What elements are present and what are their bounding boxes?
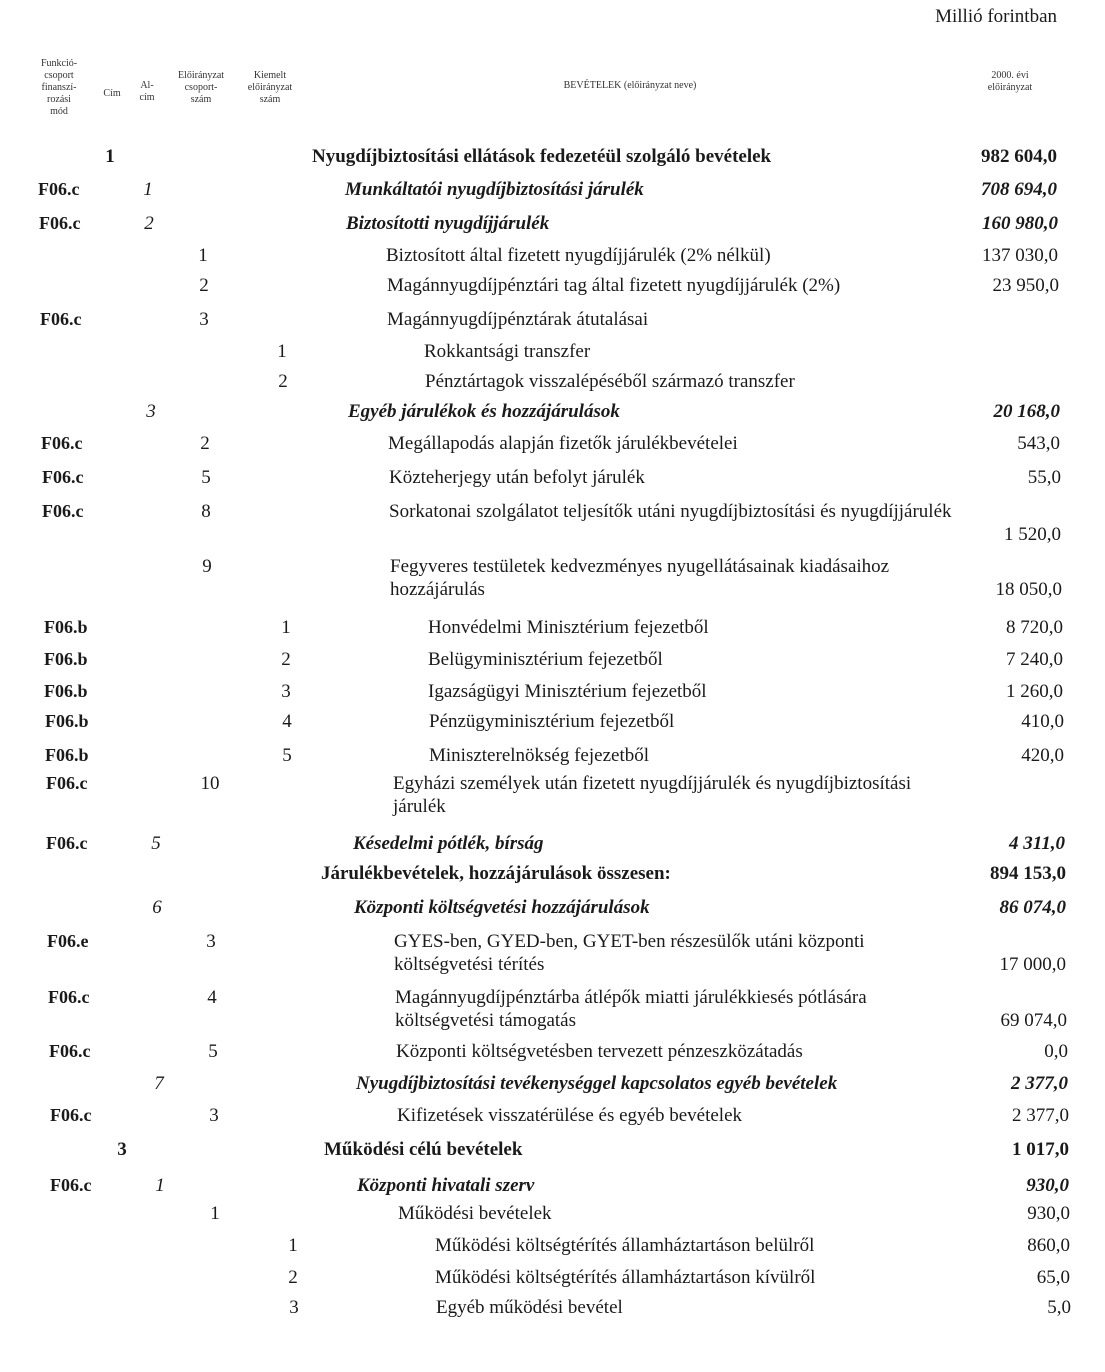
row-amount: 8 720,0 — [1006, 617, 1063, 638]
row-label: Közteherjegy után befolyt járulék — [389, 467, 645, 488]
row-func-code: F06.c — [38, 179, 80, 199]
row-cim: 1 — [105, 146, 115, 167]
row-label: Miniszterelnökség fejezetből — [429, 745, 650, 766]
row-label: Rokkantsági transzfer — [424, 341, 591, 362]
row-amount: 410,0 — [1021, 711, 1064, 732]
row-label: Magánnyugdíjpénztárak átutalásai — [387, 309, 649, 330]
header-line: szám — [190, 94, 212, 105]
row-kiemelt: 2 — [281, 649, 291, 670]
row-eloiranyzat-csoport: 2 — [199, 275, 209, 296]
row-kiemelt: 4 — [282, 711, 292, 732]
row-kiemelt: 5 — [282, 745, 292, 766]
row-eloiranyzat-csoport: 1 — [198, 245, 208, 266]
row-amount: 860,0 — [1027, 1235, 1070, 1256]
row-amount: 2 377,0 — [1012, 1105, 1069, 1126]
row-amount: 5,0 — [1047, 1297, 1071, 1318]
row-amount: 137 030,0 — [982, 245, 1058, 266]
row-amount: 20 168,0 — [993, 401, 1060, 422]
row-label: Pénzügyminisztérium fejezetből — [429, 711, 675, 732]
row-eloiranyzat-csoport: 5 — [208, 1041, 218, 1062]
header-line: Előirányzat — [177, 70, 225, 81]
row-label: Honvédelmi Minisztérium fejezetből — [428, 617, 709, 638]
row-amount: 708 694,0 — [981, 179, 1057, 200]
row-amount: 23 950,0 — [992, 275, 1059, 296]
row-label: Biztosított által fizetett nyugdíjjárulék (2% nélkül) — [386, 245, 771, 266]
row-amount: 17 000,0 — [999, 954, 1066, 975]
row-amount: 420,0 — [1021, 745, 1064, 766]
row-amount: 55,0 — [1027, 467, 1061, 488]
row-label: Működési költségtérítés államháztartáson kívülről — [435, 1267, 816, 1288]
row-func-code: F06.b — [45, 745, 89, 765]
row-label: GYES-ben, GYED-ben, GYET-ben részesülők utáni központi költségvetési térítés — [394, 931, 865, 975]
row-label: Magánnyugdíjpénztári tag által fizetett nyugdíjjárulék (2%) — [387, 275, 841, 296]
row-eloiranyzat-csoport: 3 — [206, 931, 216, 952]
header-line: Al- — [140, 80, 154, 91]
row-func-code: F06.b — [44, 681, 88, 701]
row-label: Központi hivatali szerv — [357, 1175, 535, 1196]
row-kiemelt: 1 — [288, 1235, 298, 1256]
header-line: rozási — [47, 94, 71, 105]
row-cim: 3 — [117, 1139, 127, 1160]
row-kiemelt: 2 — [278, 371, 288, 392]
row-amount: 2 377,0 — [1011, 1073, 1068, 1094]
header-line: 2000. évi — [991, 70, 1029, 81]
header-line: mód — [50, 106, 68, 117]
row-func-code: F06.c — [41, 433, 83, 453]
row-alcim: 6 — [152, 897, 162, 918]
row-amount: 894 153,0 — [990, 863, 1066, 884]
header-line: cím — [139, 92, 155, 103]
row-func-code: F06.c — [46, 773, 88, 793]
header-line: Cím — [103, 88, 121, 99]
row-func-code: F06.c — [40, 309, 82, 329]
row-alcim: 7 — [154, 1073, 164, 1094]
row-label: Járulékbevételek, hozzájárulások összesen: — [321, 863, 671, 884]
header-line: Kiemelt — [253, 70, 287, 81]
row-func-code: F06.c — [49, 1041, 91, 1061]
row-label: Sorkatonai szolgálatot teljesítők utáni nyugdíjbiztosítási és nyugdíjjárulék — [389, 501, 952, 522]
row-label: Megállapodás alapján fizetők járulékbevételei — [388, 433, 738, 454]
row-eloiranyzat-csoport: 3 — [209, 1105, 219, 1126]
header-line: finanszí- — [41, 82, 77, 93]
row-label: Egyéb működési bevétel — [436, 1297, 623, 1318]
row-func-code: F06.b — [44, 617, 88, 637]
row-amount: 543,0 — [1017, 433, 1060, 454]
row-amount: 4 311,0 — [1009, 833, 1065, 854]
header-line: csoport — [44, 70, 74, 81]
header-line: Funkció- — [40, 58, 78, 69]
row-label: Fegyveres testületek kedvezményes nyugellátásainak kiadásaihoz hozzájárulás — [390, 556, 890, 600]
row-label: Munkáltatói nyugdíjbiztosítási járulék — [345, 179, 644, 200]
row-func-code: F06.b — [44, 649, 88, 669]
row-label: Kifizetések visszatérülése és egyéb bevételek — [397, 1105, 743, 1126]
row-label: Pénztártagok visszalépéséből származó transzfer — [425, 371, 795, 392]
row-label: Nyugdíjbiztosítási ellátások fedezetéül szolgáló bevételek — [312, 146, 772, 167]
row-label: Egyéb járulékok és hozzájárulások — [348, 401, 620, 422]
row-label: Igazságügyi Minisztérium fejezetből — [428, 681, 707, 702]
row-kiemelt: 2 — [288, 1267, 298, 1288]
row-amount: 86 074,0 — [999, 897, 1066, 918]
header-line: előirányzat — [987, 82, 1033, 93]
row-eloiranyzat-csoport: 5 — [201, 467, 211, 488]
row-amount: 1 520,0 — [1004, 524, 1061, 545]
unit-note: Millió forintban — [935, 6, 1057, 27]
row-amount: 930,0 — [1026, 1175, 1069, 1196]
row-amount: 69 074,0 — [1000, 1010, 1067, 1031]
row-label: Egyházi személyek után fizetett nyugdíjjárulék és nyugdíjbiztosítási járulék — [393, 773, 912, 817]
row-label: Belügyminisztérium fejezetből — [428, 649, 663, 670]
row-eloiranyzat-csoport: 9 — [202, 556, 212, 577]
row-amount: 18 050,0 — [995, 579, 1062, 600]
row-func-code: F06.c — [42, 467, 84, 487]
row-kiemelt: 1 — [281, 617, 291, 638]
row-amount: 930,0 — [1027, 1203, 1070, 1224]
row-amount: 0,0 — [1044, 1041, 1068, 1062]
row-kiemelt: 1 — [277, 341, 287, 362]
row-eloiranyzat-csoport: 4 — [207, 987, 217, 1008]
row-amount: 1 260,0 — [1006, 681, 1063, 702]
row-label: Működési célú bevételek — [324, 1139, 523, 1160]
row-func-code: F06.e — [47, 931, 89, 951]
header-line: csoport- — [184, 82, 218, 93]
row-func-code: F06.c — [48, 987, 90, 1007]
row-amount: 982 604,0 — [981, 146, 1057, 167]
row-label: Központi költségvetésben tervezett pénzeszközátadás — [396, 1041, 803, 1062]
row-label: Központi költségvetési hozzájárulások — [354, 897, 650, 918]
row-kiemelt: 3 — [281, 681, 291, 702]
row-label: Működési költségtérítés államháztartáson belülről — [435, 1235, 815, 1256]
row-eloiranyzat-csoport: 2 — [200, 433, 210, 454]
header-line: BEVÉTELEK (előirányzat neve) — [563, 80, 697, 91]
row-eloiranyzat-csoport: 10 — [200, 773, 220, 794]
row-alcim: 1 — [155, 1175, 165, 1196]
header-line: szám — [259, 94, 281, 105]
row-amount: 65,0 — [1036, 1267, 1070, 1288]
row-label: Magánnyugdíjpénztárba átlépők miatti járulékkiesés pótlására költségvetési támogatás — [395, 987, 867, 1031]
row-alcim: 2 — [144, 213, 154, 234]
row-alcim: 5 — [151, 833, 161, 854]
row-amount: 160 980,0 — [982, 213, 1058, 234]
row-func-code: F06.c — [46, 833, 88, 853]
row-eloiranyzat-csoport: 8 — [201, 501, 211, 522]
row-label: Késedelmi pótlék, bírság — [353, 833, 544, 854]
row-func-code: F06.c — [39, 213, 81, 233]
row-func-code: F06.c — [42, 501, 84, 521]
row-func-code: F06.c — [50, 1175, 92, 1195]
row-kiemelt: 3 — [289, 1297, 299, 1318]
row-label: Nyugdíjbiztosítási tevékenységgel kapcsolatos egyéb bevételek — [356, 1073, 838, 1094]
row-label: Biztosítotti nyugdíjjárulék — [346, 213, 550, 234]
row-eloiranyzat-csoport: 1 — [210, 1203, 220, 1224]
row-amount: 7 240,0 — [1006, 649, 1063, 670]
row-amount: 1 017,0 — [1012, 1139, 1069, 1160]
row-func-code: F06.c — [50, 1105, 92, 1125]
row-alcim: 3 — [146, 401, 156, 422]
row-eloiranyzat-csoport: 3 — [199, 309, 209, 330]
row-label: Működési bevételek — [398, 1203, 552, 1224]
header-line: előirányzat — [247, 82, 293, 93]
row-func-code: F06.b — [45, 711, 89, 731]
row-alcim: 1 — [143, 179, 153, 200]
